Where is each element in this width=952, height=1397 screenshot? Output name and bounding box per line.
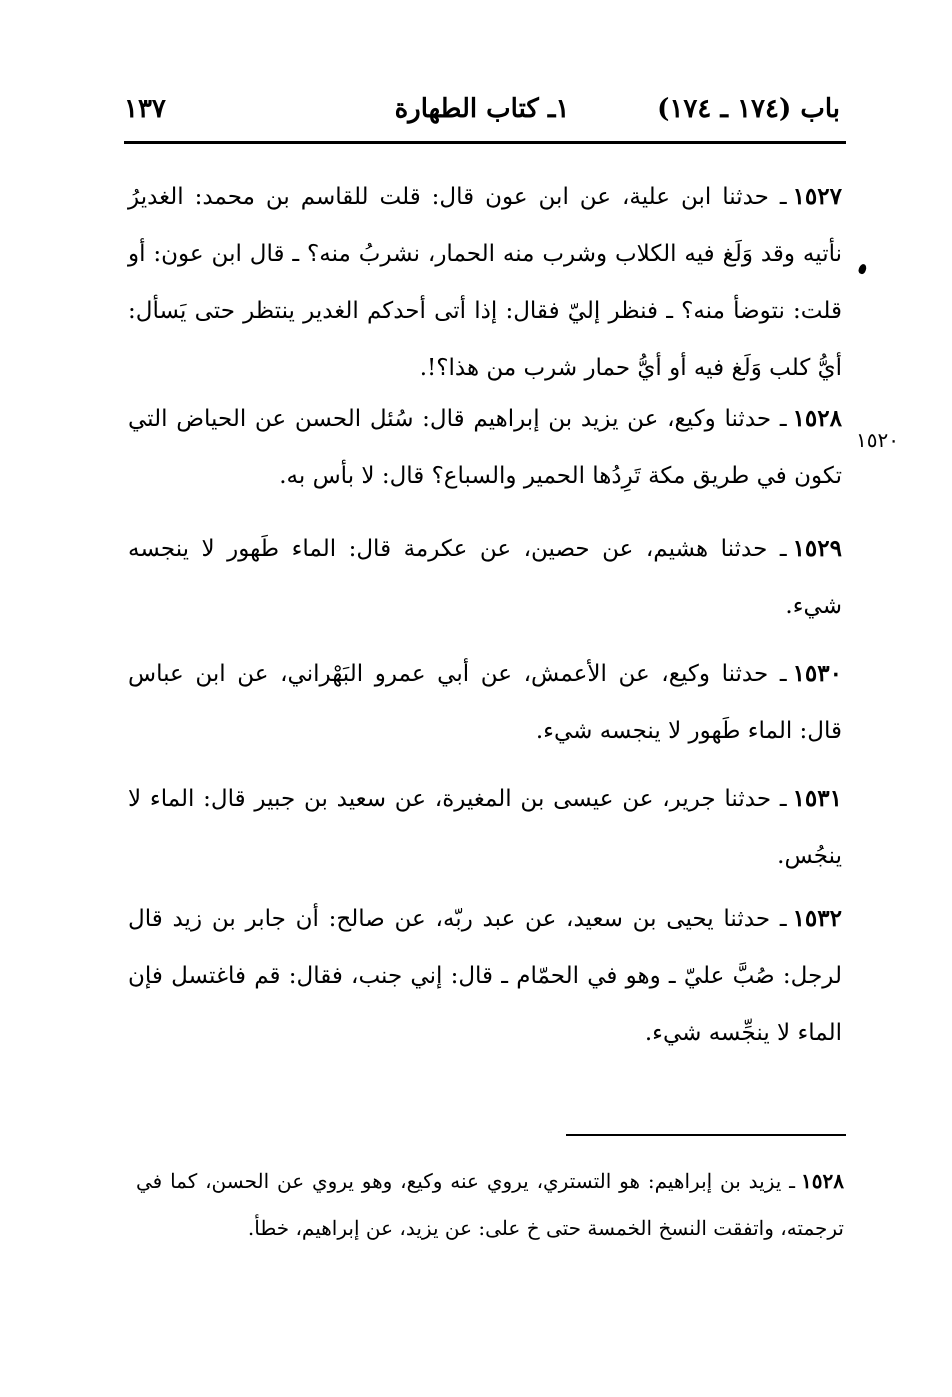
hadith-1531 (128, 770, 842, 885)
footnote-number: ١٥٢٨ (801, 1169, 844, 1193)
hadith-text: ـ حدثنا هشيم، عن حصين، عن عكرمة قال: الماء طَهور لا ينجسه شيء. (128, 536, 842, 619)
hadith-1532 (128, 890, 842, 1062)
hadith-1530 (128, 645, 842, 760)
footnote-text: ـ يزيد بن إبراهيم: هو التستري، يروي عنه وكيع، وهو يروي عن الحسن، كما في ترجمته، واتفقت النسخ الخمسة حتى خ على: عن يزيد، عن إبراهيم، خطأ. (136, 1169, 844, 1240)
hadith-number: ١٥٣١ (792, 785, 842, 812)
footnote-divider (566, 1134, 846, 1136)
chapter-title: باب (١٧٤ ـ ١٧٤) (657, 94, 840, 124)
hadith-1528 (128, 390, 842, 505)
hadith-number: ١٥٣٢ (792, 905, 842, 932)
hadith-text: ـ حدثنا ابن علية، عن ابن عون قال: قلت للقاسم بن محمد: الغديرُ نأتيه وقد وَلَغ فيه الكلاب وشرب منه الحمار، نشربُ منه؟ ـ قال ابن عون: أو قلت: نتوضأ منه؟ ـ فنظر إليّ فقال: إذا أتى أحدكم الغدير ينتظر حتى يَسأل: أيُّ كلب وَلَغ فيه أو أيُّ حمار شرب من هذا؟!. (128, 184, 842, 381)
margin-reference-number: ١٥٢٠ (856, 428, 899, 452)
hadith-1529 (128, 520, 842, 635)
hadith-number: ١٥٣٠ (792, 660, 842, 687)
page-number: ١٣٧ (124, 94, 166, 124)
footnote (136, 1158, 844, 1252)
header-divider (124, 141, 846, 144)
margin-mark (858, 263, 868, 275)
hadith-text: ـ حدثنا وكيع، عن الأعمش، عن أبي عمرو البَهْراني، عن ابن عباس قال: الماء طَهور لا ينجسه شيء. (128, 661, 842, 744)
hadith-text: ـ حدثنا جرير، عن عيسى بن المغيرة، عن سعيد بن جبير قال: الماء لا ينجُس. (128, 786, 842, 869)
hadith-1527 (128, 168, 842, 397)
hadith-number: ١٥٢٧ (792, 183, 842, 210)
hadith-number: ١٥٢٩ (792, 535, 842, 562)
hadith-text: ـ حدثنا يحيى بن سعيد، عن عبد ربّه، عن صالح: أن جابر بن زيد قال لرجل: صُبَّ عليّ ـ وهو في الحمّام ـ قال: إني جنب، فقال: قم فاغتسل فإن الماء لا ينجِّسه شيء. (128, 906, 842, 1046)
hadith-text: ـ حدثنا وكيع، عن يزيد بن إبراهيم قال: سُئل الحسن عن الحياض التي تكون في طريق مكة تَرِدُها الحمير والسباع؟ قال: لا بأس به. (128, 406, 842, 489)
page-header (124, 84, 840, 134)
book-title: ١ـ كتاب الطهارة (394, 94, 570, 124)
hadith-number: ١٥٢٨ (792, 405, 842, 432)
